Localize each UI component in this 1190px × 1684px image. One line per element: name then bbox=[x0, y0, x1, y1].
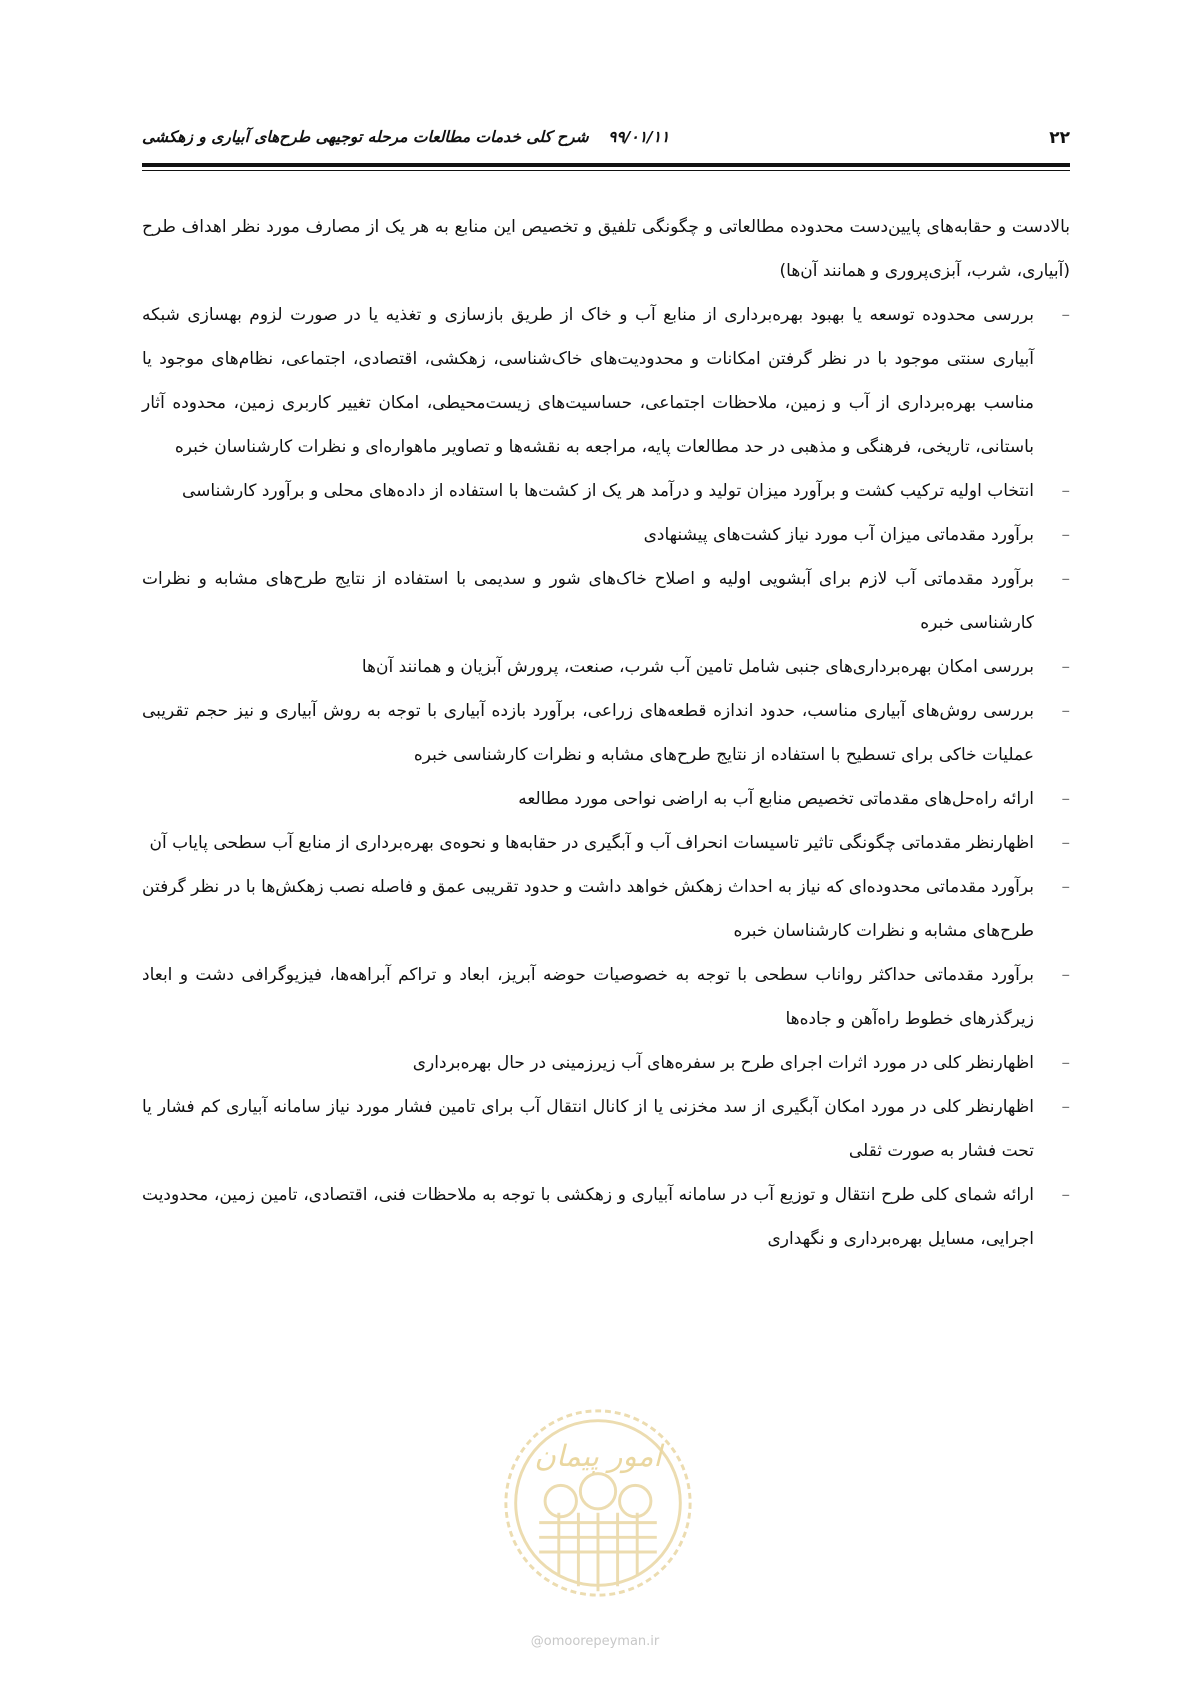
list-item: – بررسی محدوده توسعه یا بهبود بهره‌برداری از منابع آب و خاک از طریق بازسازی و تغذیه یا در صورت لزوم بهسازی شبکه آبیاری سنتی موجود با در نظر گرفتن امکانات و محدودیت‌های خاک‌شناسی، زهکشی، اقتصادی، اجتماعی، نظام‌های موجود یا مناسب بهره‌برداری از آب و زمین، ملاحظات اجتماعی، حساسیت‌های زیست‌محیطی، امکان تغییر کاربری زمین، محدوده آثار باستانی، تاریخی، فرهنگی و مذهبی در حد مطالعات پایه، مراجعه به نقشه‌ها و تصاویر ماهواره‌ای و نظرات کارشناسان خبره bbox=[142, 293, 1070, 469]
header-rule-thick bbox=[142, 163, 1070, 167]
header-date: ۹۹/۰۱/۱۱ bbox=[608, 128, 670, 146]
header-rule-thin bbox=[142, 170, 1070, 171]
list-item: – بررسی روش‌های آبیاری مناسب، حدود اندازه قطعه‌های زراعی، برآورد بازده آبیاری با توجه به روش آبیاری و نیز حجم تقریبی عملیات خاکی برای تسطیح با استفاده از نتایج طرح‌های مشابه و نظرات کارشناسی خبره bbox=[142, 689, 1070, 777]
list-item: – اظهارنظر کلی در مورد اثرات اجرای طرح بر سفره‌های آب زیرزمینی در حال بهره‌برداری bbox=[142, 1041, 1070, 1085]
dash-bullet: – bbox=[1061, 481, 1070, 501]
list-item: – انتخاب اولیه ترکیب کشت و برآورد میزان تولید و درآمد هر یک از کشت‌ها با استفاده از داده‌های محلی و برآورد کارشناسی bbox=[142, 469, 1070, 513]
dash-bullet: – bbox=[1061, 569, 1070, 589]
dash-bullet: – bbox=[1061, 525, 1070, 545]
list-item: – ارائه راه‌حل‌های مقدماتی تخصیص منابع آب به اراضی نواحی مورد مطالعه bbox=[142, 777, 1070, 821]
watermark-url: @omoorepeyman.ir bbox=[530, 1634, 660, 1649]
dash-bullet: – bbox=[1061, 833, 1070, 853]
running-title bbox=[142, 128, 669, 146]
header-title: شرح کلی خدمات مطالعات مرحله توجیهی طرح‌های آبیاری و زهکشی bbox=[142, 128, 589, 146]
dash-bullet: – bbox=[1061, 1185, 1070, 1205]
list-item: – برآورد مقدماتی آب لازم برای آبشویی اولیه و اصلاح خاک‌های شور و سدیمی با استفاده از نتایج طرح‌های مشابه و نظرات کارشناسی خبره bbox=[142, 557, 1070, 645]
list-item: – ارائه شمای کلی طرح انتقال و توزیع آب در سامانه آبیاری و زهکشی با توجه به ملاحظات فنی، اقتصادی، تامین زمین، محدودیت اجرایی، مسایل بهره‌برداری و نگهداری bbox=[142, 1173, 1070, 1261]
dash-bullet: – bbox=[1061, 701, 1070, 721]
dash-bullet: – bbox=[1061, 877, 1070, 897]
list-item: – برآورد مقدماتی حداکثر رواناب سطحی با توجه به خصوصیات حوضه آبریز، ابعاد و تراکم آبراهه‌ها، فیزیوگرافی دشت و ابعاد زیرگذرهای خطوط راه‌آهن و جاده‌ها bbox=[142, 953, 1070, 1041]
dash-bullet: – bbox=[1061, 657, 1070, 677]
bullet-list bbox=[142, 293, 1070, 1261]
watermark-logo bbox=[500, 1405, 696, 1601]
watermark-logo-text: امور پیمان bbox=[534, 1438, 662, 1473]
body-content bbox=[142, 205, 1070, 1261]
intro-paragraph: بالادست و حقابه‌های پایین‌دست محدوده مطالعاتی و چگونگی تلفیق و تخصیص این منابع به هر یک از مصارف مورد نظر اهداف طرح (آبیاری، شرب، آبزی‌پروری و همانند آن‌ها) bbox=[142, 217, 1070, 281]
dash-bullet: – bbox=[1061, 789, 1070, 809]
list-item: – برآورد مقدماتی محدوده‌ای که نیاز به احداث زهکش خواهد داشت و حدود تقریبی عمق و فاصله نصب زهکش‌ها با در نظر گرفتن طرح‌های مشابه و نظرات کارشناسان خبره bbox=[142, 865, 1070, 953]
page-number: ۲۲ bbox=[1049, 128, 1070, 148]
dash-bullet: – bbox=[1061, 965, 1070, 985]
dash-bullet: – bbox=[1061, 1053, 1070, 1073]
dash-bullet: – bbox=[1061, 305, 1070, 325]
list-item: – اظهارنظر کلی در مورد امکان آبگیری از سد مخزنی یا از کانال انتقال آب برای تامین فشار مورد نیاز سامانه آبیاری کم فشار یا تحت فشار به صورت ثقلی bbox=[142, 1085, 1070, 1173]
list-item: – بررسی امکان بهره‌برداری‌های جنبی شامل تامین آب شرب، صنعت، پرورش آبزیان و همانند آن‌ها bbox=[142, 645, 1070, 689]
list-item: – برآورد مقدماتی میزان آب مورد نیاز کشت‌های پیشنهادی bbox=[142, 513, 1070, 557]
list-item: – اظهارنظر مقدماتی چگونگی تاثیر تاسیسات انحراف آب و آبگیری در حقابه‌ها و نحوه‌ی بهره‌برداری از منابع آب سطحی پایاب آن bbox=[142, 821, 1070, 865]
dash-bullet: – bbox=[1061, 1097, 1070, 1117]
